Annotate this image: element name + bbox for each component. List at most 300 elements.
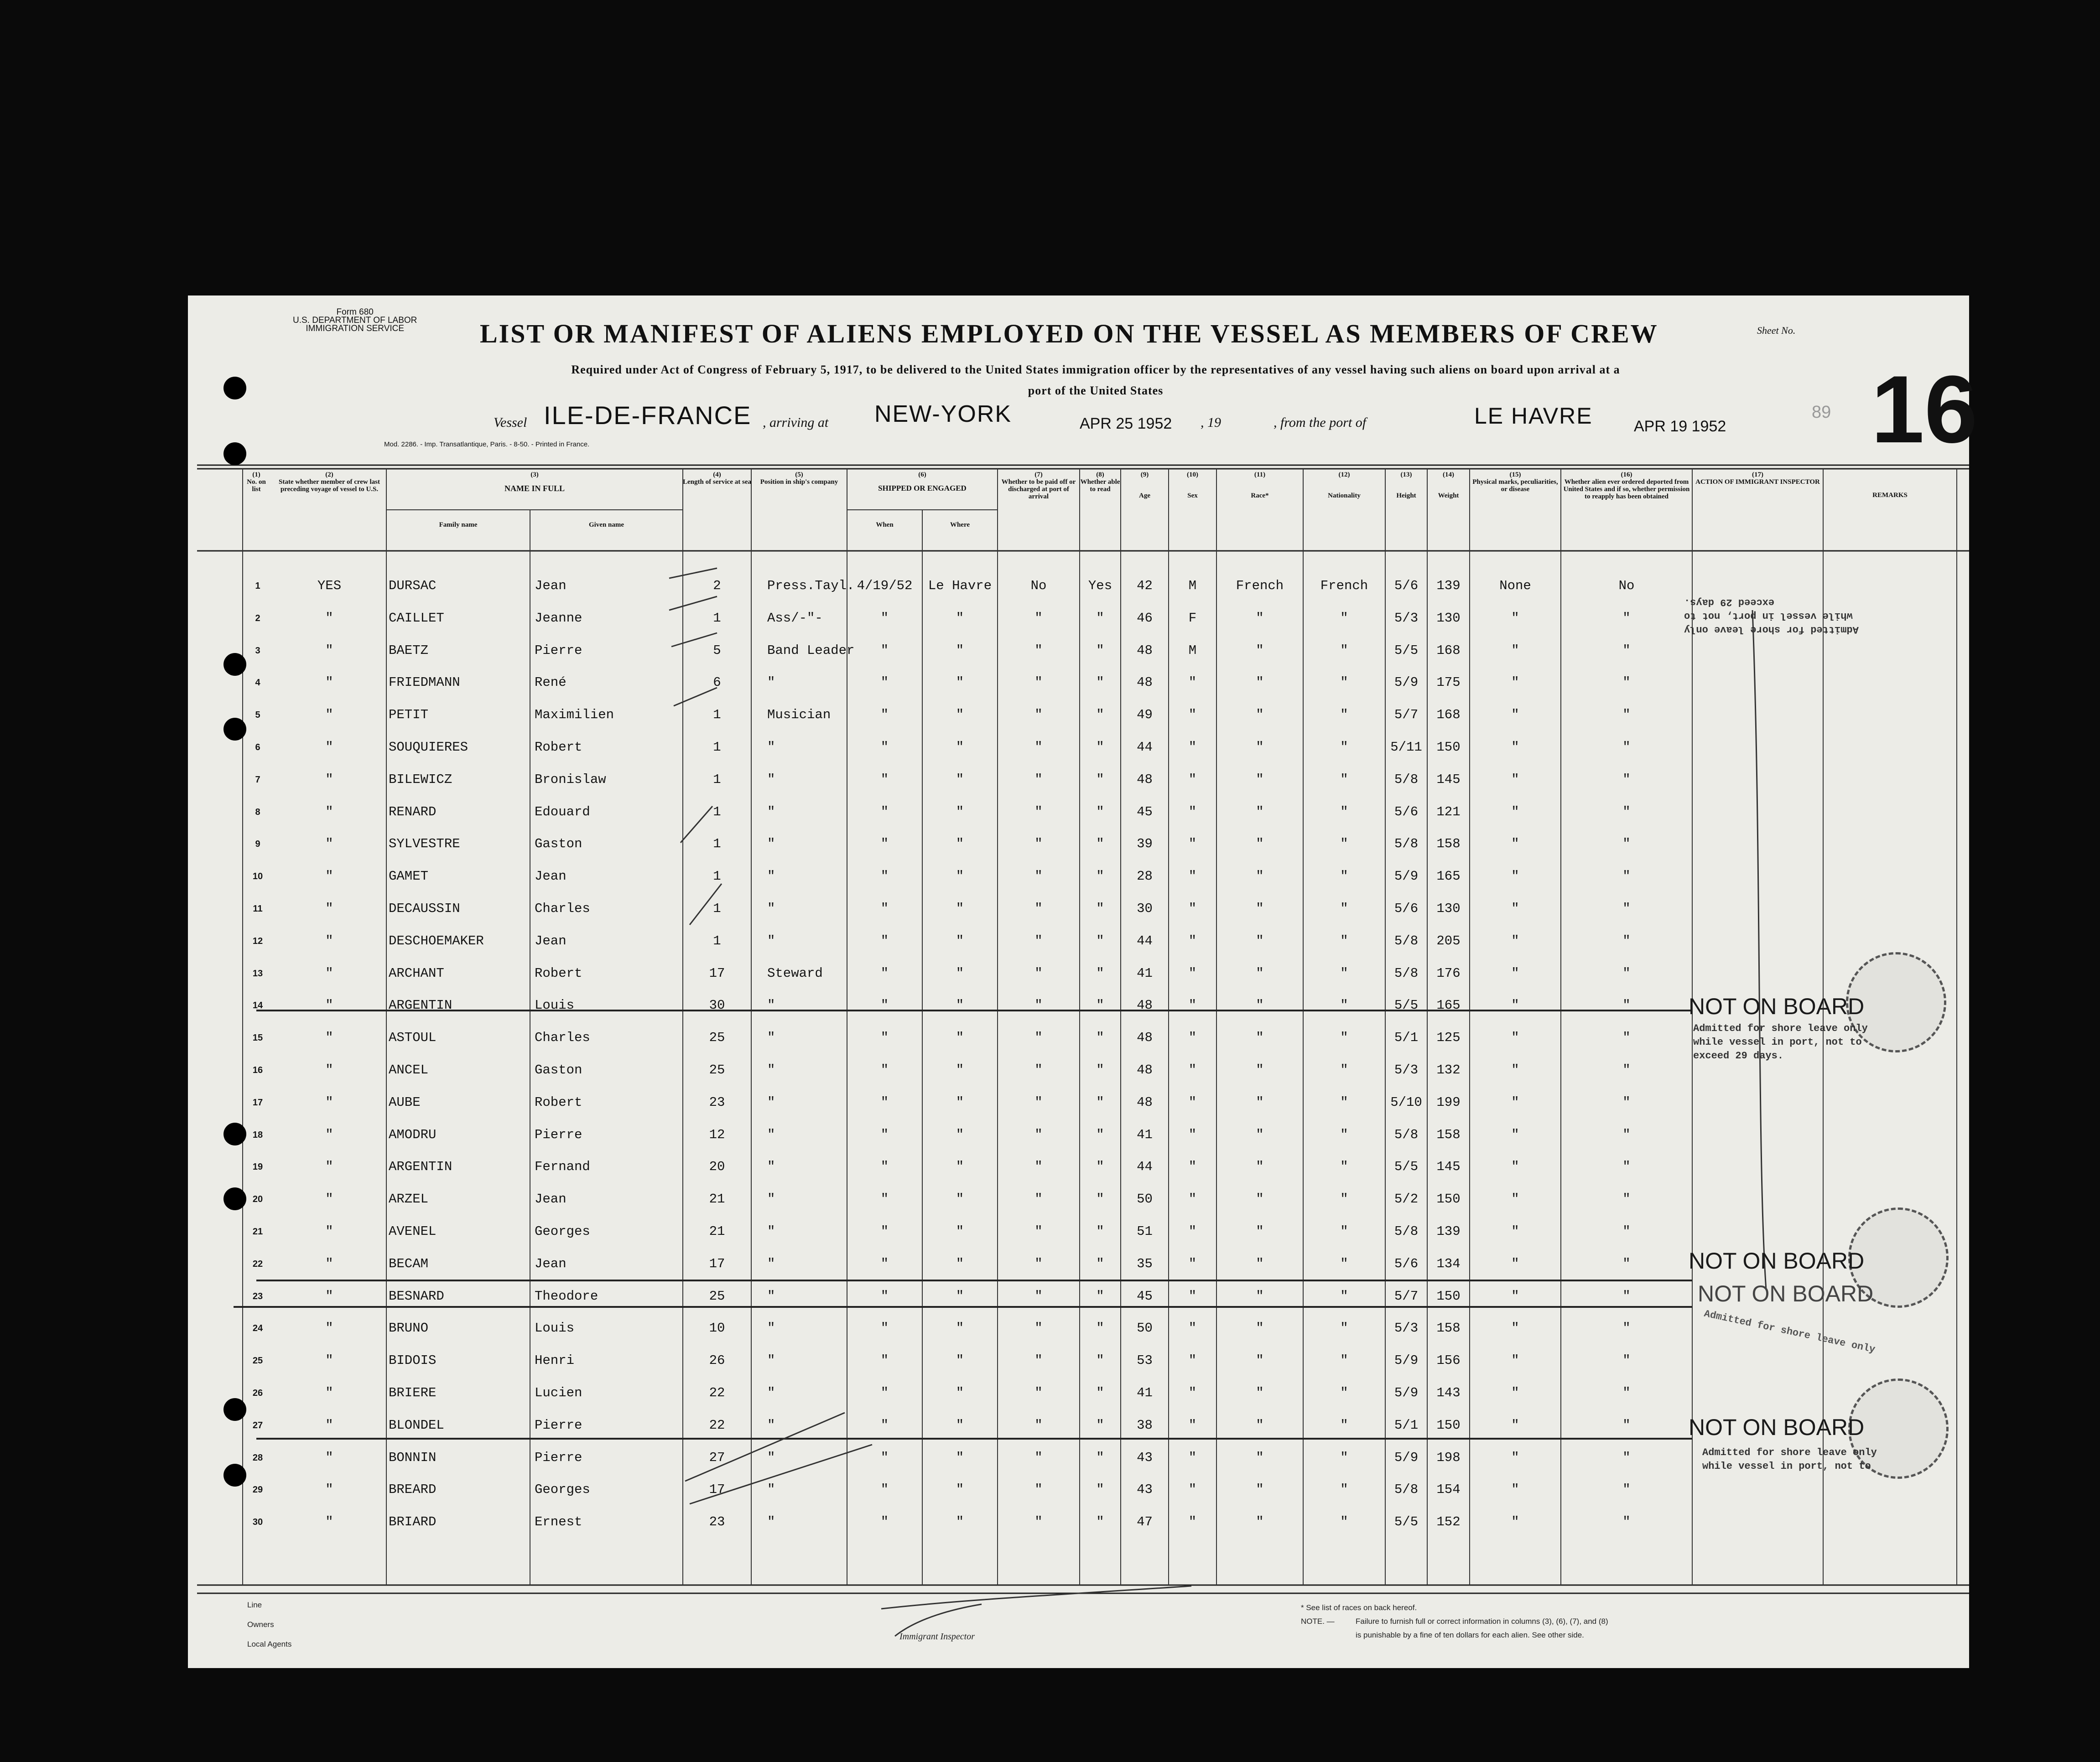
cell-prev: " — [325, 772, 333, 787]
cell-nat: " — [1340, 1417, 1348, 1433]
cell-deported: " — [1622, 707, 1631, 723]
cell-where: " — [956, 1450, 964, 1465]
cell-when: " — [880, 643, 889, 658]
cell-deported: " — [1622, 836, 1631, 852]
cell-age: 48 — [1137, 1062, 1153, 1078]
cell-service: 1 — [713, 901, 721, 916]
cell-family: BONNIN — [389, 1450, 437, 1465]
cell-deported: " — [1622, 1030, 1631, 1046]
cell-paid: " — [1034, 804, 1043, 819]
cell-age: 38 — [1137, 1417, 1153, 1433]
cell-nat: " — [1340, 1288, 1348, 1304]
cell-where: " — [956, 772, 964, 787]
cell-prev: " — [325, 707, 333, 723]
cell-service: 2 — [713, 578, 721, 593]
punch-hole — [224, 1123, 246, 1145]
cell-given: Ernest — [535, 1514, 582, 1530]
cell-sex: " — [1188, 707, 1197, 723]
cell-where: Le Havre — [928, 578, 992, 593]
cell-marks: " — [1511, 1062, 1519, 1078]
cell-marks: " — [1511, 1094, 1519, 1110]
col-7-label: Whether to be paid off or discharged at port of arrival — [1001, 478, 1076, 500]
cell-race: " — [1256, 836, 1264, 852]
cell-age: 50 — [1137, 1321, 1153, 1336]
cell-weight: 134 — [1436, 1256, 1461, 1271]
requirement-line-1: Required under Act of Congress of February 5, 1917, to be delivered to the United States immigration officer by the representatives of any vessel having such aliens on board upon arrival at a — [571, 363, 1620, 376]
cell-weight: 152 — [1436, 1514, 1461, 1530]
cell-prev: " — [325, 869, 333, 884]
col-11-label: Race* — [1251, 492, 1269, 499]
cell-marks: " — [1511, 1450, 1519, 1465]
cell-sex: " — [1188, 740, 1197, 755]
cell-height: 5/6 — [1394, 1256, 1419, 1271]
cell-where: " — [956, 1127, 964, 1142]
cell-family: FRIEDMANN — [389, 675, 460, 690]
cell-nat: " — [1340, 772, 1348, 787]
cell-where: " — [956, 901, 964, 916]
punch-hole — [224, 718, 246, 741]
cell-service: 25 — [709, 1030, 725, 1046]
cell-position: " — [767, 1224, 775, 1239]
cell-service: 17 — [709, 1256, 725, 1271]
cell-race: " — [1256, 1159, 1264, 1175]
cell-when: " — [880, 1321, 889, 1336]
col-14-num: (14) — [1443, 471, 1454, 478]
cell-paid: " — [1034, 965, 1043, 981]
col-13-label: Height — [1396, 492, 1416, 499]
cell-sex: " — [1188, 1256, 1197, 1271]
cell-weight: 130 — [1436, 610, 1461, 626]
cell-service: 22 — [709, 1417, 725, 1433]
cell-nat: " — [1340, 707, 1348, 723]
cell-race: " — [1256, 1224, 1264, 1239]
cell-marks: " — [1511, 740, 1519, 755]
cell-given: Jean — [535, 869, 567, 884]
cell-no: 29 — [252, 1485, 263, 1495]
cell-age: 48 — [1137, 675, 1153, 690]
cell-weight: 176 — [1436, 965, 1461, 981]
cell-family: PETIT — [389, 707, 429, 723]
cell-paid: " — [1034, 1159, 1043, 1175]
cell-paid: " — [1034, 643, 1043, 658]
vessel-name: ILE-DE-FRANCE — [544, 401, 752, 430]
cell-given: Georges — [535, 1482, 590, 1498]
cell-race: French — [1236, 578, 1284, 593]
col-9-header — [1121, 471, 1169, 499]
cell-height: 5/9 — [1394, 869, 1419, 884]
cell-no: 14 — [252, 1000, 263, 1011]
cell-family: BREARD — [389, 1482, 437, 1498]
cell-service: 1 — [713, 740, 721, 755]
cell-paid: " — [1034, 901, 1043, 916]
cell-weight: 154 — [1436, 1482, 1461, 1498]
sheet-number: 16 — [1871, 356, 1978, 463]
cell-where: " — [956, 1192, 964, 1207]
cell-when: " — [880, 1417, 889, 1433]
cell-prev: " — [325, 1353, 333, 1368]
cell-height: 5/5 — [1394, 1514, 1419, 1530]
cell-read: " — [1096, 869, 1104, 884]
cell-service: 25 — [709, 1062, 725, 1078]
cell-paid: " — [1034, 1288, 1043, 1304]
admitted-stamp-line: Admitted for shore leave only — [1702, 1447, 1877, 1458]
cell-sex: " — [1188, 1062, 1197, 1078]
cell-where: " — [956, 1094, 964, 1110]
cell-service: 17 — [709, 1482, 725, 1498]
cell-position: " — [767, 1288, 775, 1304]
cell-race: " — [1256, 1288, 1264, 1304]
cell-deported: " — [1622, 1288, 1631, 1304]
cell-deported: " — [1622, 1224, 1631, 1239]
cell-height: 5/3 — [1394, 1321, 1419, 1336]
col-17-header — [1692, 471, 1823, 486]
immigrant-inspector-label: Immigrant Inspector — [899, 1632, 975, 1642]
cell-height: 5/9 — [1394, 1353, 1419, 1368]
cell-sex: " — [1188, 1482, 1197, 1498]
cell-race: " — [1256, 1514, 1264, 1530]
cell-when: " — [880, 1514, 889, 1530]
cell-age: 43 — [1137, 1450, 1153, 1465]
cell-height: 5/8 — [1394, 933, 1419, 948]
col-12-header — [1303, 471, 1385, 499]
cell-when: " — [880, 707, 889, 723]
cell-prev: " — [325, 1514, 333, 1530]
cell-read: " — [1096, 707, 1104, 723]
cell-nat: " — [1340, 675, 1348, 690]
cell-paid: " — [1034, 1030, 1043, 1046]
cell-service: 30 — [709, 998, 725, 1013]
cell-weight: 150 — [1436, 1417, 1461, 1433]
cell-marks: " — [1511, 901, 1519, 916]
cell-age: 41 — [1137, 1127, 1153, 1142]
cell-paid: " — [1034, 1256, 1043, 1271]
col-4-num: (4) — [713, 471, 721, 478]
cell-service: 10 — [709, 1321, 725, 1336]
admitted-stamp-line: Admitted for shore leave only — [1693, 1023, 1868, 1034]
form-number: Form 680 — [336, 307, 374, 317]
admitted-stamp-inverted: exceed 29 days. — [1684, 596, 1775, 608]
cell-deported: " — [1622, 933, 1631, 948]
cell-deported: " — [1622, 1192, 1631, 1207]
family-name-header: Family name — [439, 521, 478, 529]
given-name-header: Given name — [588, 521, 624, 529]
local-agents-label: Local Agents — [247, 1640, 292, 1648]
cell-when: " — [880, 1030, 889, 1046]
col-14-header — [1427, 471, 1470, 499]
cell-prev: " — [325, 1224, 333, 1239]
cell-service: 1 — [713, 869, 721, 884]
col-14-label: Weight — [1438, 492, 1459, 499]
col-7-header — [1000, 471, 1077, 500]
cell-race: " — [1256, 998, 1264, 1013]
col-15-label: Physical marks, peculiarities, or disease — [1472, 478, 1558, 493]
cell-when: " — [880, 1192, 889, 1207]
cell-deported: " — [1622, 965, 1631, 981]
cell-nat: " — [1340, 1514, 1348, 1530]
cell-paid: " — [1034, 1450, 1043, 1465]
cell-read: " — [1096, 804, 1104, 819]
cell-age: 48 — [1137, 1094, 1153, 1110]
col-4-label: Length of service at sea — [683, 478, 751, 486]
col-1-label: No. on list — [247, 478, 266, 493]
col-17-num: (17) — [1752, 471, 1763, 478]
col-15-header — [1470, 471, 1561, 493]
cell-nat: " — [1340, 933, 1348, 948]
cell-read: " — [1096, 1288, 1104, 1304]
cell-age: 48 — [1137, 643, 1153, 658]
cell-height: 5/8 — [1394, 772, 1419, 787]
cell-position: " — [767, 933, 775, 948]
faint-page-number: 89 — [1812, 403, 1831, 422]
cell-weight: 130 — [1436, 901, 1461, 916]
cell-nat: " — [1340, 901, 1348, 916]
cell-no: 7 — [255, 774, 260, 785]
cell-family: ARCHANT — [389, 965, 444, 981]
cell-nat: " — [1340, 1450, 1348, 1465]
cell-height: 5/10 — [1390, 1094, 1422, 1110]
cell-marks: " — [1511, 998, 1519, 1013]
cell-prev: " — [325, 1062, 333, 1078]
cell-when: " — [880, 1094, 889, 1110]
cell-when: " — [880, 1256, 889, 1271]
cell-nat: " — [1340, 643, 1348, 658]
cell-given: Robert — [535, 965, 582, 981]
cell-where: " — [956, 610, 964, 626]
cell-service: 27 — [709, 1450, 725, 1465]
cell-weight: 145 — [1436, 1159, 1461, 1175]
cell-paid: " — [1034, 1353, 1043, 1368]
cell-read: " — [1096, 1094, 1104, 1110]
cell-age: 48 — [1137, 772, 1153, 787]
col-1-header — [243, 471, 270, 493]
cell-position: " — [767, 740, 775, 755]
cell-position: " — [767, 1385, 775, 1400]
cell-deported: " — [1622, 1450, 1631, 1465]
cell-service: 23 — [709, 1094, 725, 1110]
cell-position: " — [767, 901, 775, 916]
cell-nat: " — [1340, 1256, 1348, 1271]
cell-where: " — [956, 740, 964, 755]
cell-position: " — [767, 1321, 775, 1336]
cell-no: 12 — [252, 936, 263, 946]
cell-family: RENARD — [389, 804, 437, 819]
cell-when: " — [880, 933, 889, 948]
cell-nat: " — [1340, 965, 1348, 981]
cell-when: " — [880, 1385, 889, 1400]
cell-nat: " — [1340, 1030, 1348, 1046]
cell-height: 5/5 — [1394, 998, 1419, 1013]
cell-weight: 168 — [1436, 643, 1461, 658]
col-10-num: (10) — [1187, 471, 1198, 478]
cell-read: " — [1096, 901, 1104, 916]
cell-deported: " — [1622, 643, 1631, 658]
cell-where: " — [956, 643, 964, 658]
cell-no: 1 — [255, 581, 260, 591]
cell-family: BIDOIS — [389, 1353, 437, 1368]
col-13-header — [1385, 471, 1427, 499]
manifest-document — [188, 295, 1978, 1668]
cell-position: " — [767, 1030, 775, 1046]
cell-given: Lucien — [535, 1385, 582, 1400]
cell-weight: 150 — [1436, 1192, 1461, 1207]
line-label: Line — [247, 1601, 262, 1609]
cell-marks: " — [1511, 707, 1519, 723]
cell-family: DESCHOEMAKER — [389, 933, 484, 948]
cell-position: " — [767, 998, 775, 1013]
cell-paid: " — [1034, 869, 1043, 884]
cell-service: 1 — [713, 707, 721, 723]
cell-sex: " — [1188, 804, 1197, 819]
cell-prev: " — [325, 1159, 333, 1175]
punch-hole — [224, 1398, 246, 1421]
cell-race: " — [1256, 1256, 1264, 1271]
col-8-num: (8) — [1096, 471, 1104, 478]
cell-given: Charles — [535, 901, 590, 916]
col-15-num: (15) — [1509, 471, 1521, 478]
not-on-board-stamp: NOT ON BOARD — [1689, 1415, 1865, 1440]
col-6-label: SHIPPED OR ENGAGED — [878, 484, 967, 492]
cell-weight: 143 — [1436, 1385, 1461, 1400]
cell-when: " — [880, 1224, 889, 1239]
not-on-board-stamp: NOT ON BOARD — [1689, 994, 1865, 1019]
note-text-line-1: Failure to furnish full or correct information in columns (3), (6), (7), and (8) — [1356, 1617, 1608, 1626]
cell-no: 22 — [252, 1259, 263, 1269]
cell-marks: " — [1511, 1256, 1519, 1271]
cell-marks: " — [1511, 933, 1519, 948]
cell-nat: " — [1340, 869, 1348, 884]
cell-age: 48 — [1137, 998, 1153, 1013]
cell-read: " — [1096, 965, 1104, 981]
cell-sex: " — [1188, 1288, 1197, 1304]
cell-where: " — [956, 1224, 964, 1239]
cell-paid: " — [1034, 610, 1043, 626]
cell-height: 5/6 — [1394, 804, 1419, 819]
cell-service: 1 — [713, 933, 721, 948]
cell-race: " — [1256, 740, 1264, 755]
cell-paid: " — [1034, 933, 1043, 948]
cell-nat: " — [1340, 1224, 1348, 1239]
cell-race: " — [1256, 675, 1264, 690]
cell-no: 19 — [252, 1162, 263, 1172]
cell-weight: 158 — [1436, 1321, 1461, 1336]
requirement-line-2: port of the United States — [1028, 384, 1164, 397]
cell-no: 15 — [252, 1033, 263, 1043]
departure-date-stamp: APR 19 1952 — [1634, 418, 1726, 435]
cell-when: " — [880, 998, 889, 1013]
cell-read: " — [1096, 836, 1104, 852]
cell-no: 28 — [252, 1452, 263, 1463]
col-1-num: (1) — [252, 471, 260, 478]
cell-where: " — [956, 1353, 964, 1368]
cell-service: 5 — [713, 643, 721, 658]
punch-hole — [224, 1187, 246, 1210]
cell-nat: " — [1340, 1321, 1348, 1336]
cell-weight: 139 — [1436, 578, 1461, 593]
cell-read: " — [1096, 998, 1104, 1013]
admitted-stamp-line: while vessel in port, not to — [1693, 1036, 1862, 1048]
col-6-num: (6) — [918, 471, 926, 478]
cell-nat: " — [1340, 836, 1348, 852]
cell-paid: " — [1034, 1094, 1043, 1110]
cell-given: Bronislaw — [535, 772, 606, 787]
cell-race: " — [1256, 1450, 1264, 1465]
cell-height: 5/5 — [1394, 1159, 1419, 1175]
cell-service: 20 — [709, 1159, 725, 1175]
cell-when: 4/19/52 — [857, 578, 913, 593]
cell-sex: " — [1188, 1385, 1197, 1400]
cell-where: " — [956, 804, 964, 819]
cell-position: " — [767, 836, 775, 852]
cell-race: " — [1256, 610, 1264, 626]
departure-port: LE HAVRE — [1474, 403, 1593, 429]
cell-service: 23 — [709, 1514, 725, 1530]
cell-when: " — [880, 772, 889, 787]
cell-family: DURSAC — [389, 578, 437, 593]
admitted-stamp-line: while vessel in port, not to — [1702, 1461, 1871, 1472]
cell-no: 4 — [255, 678, 260, 688]
cell-race: " — [1256, 1417, 1264, 1433]
cell-nat: " — [1340, 1482, 1348, 1498]
cell-sex: " — [1188, 1450, 1197, 1465]
cell-no: 26 — [252, 1388, 263, 1398]
cell-when: " — [880, 965, 889, 981]
cell-deported: " — [1622, 804, 1631, 819]
cell-marks: " — [1511, 643, 1519, 658]
cell-deported: " — [1622, 901, 1631, 916]
cell-marks: " — [1511, 1514, 1519, 1530]
cell-family: AUBE — [389, 1094, 421, 1110]
col-3-num: (3) — [530, 471, 539, 478]
cell-age: 47 — [1137, 1514, 1153, 1530]
cell-position: " — [767, 1482, 775, 1498]
cell-sex: " — [1188, 1417, 1197, 1433]
cell-deported: " — [1622, 1256, 1631, 1271]
cell-sex: " — [1188, 772, 1197, 787]
cell-nat: " — [1340, 1192, 1348, 1207]
cell-paid: " — [1034, 1482, 1043, 1498]
cell-given: René — [535, 675, 567, 690]
cell-when: " — [880, 675, 889, 690]
cell-no: 9 — [255, 839, 260, 850]
cell-where: " — [956, 933, 964, 948]
cell-sex: " — [1188, 836, 1197, 852]
cell-no: 30 — [252, 1517, 263, 1528]
cell-prev: " — [325, 1192, 333, 1207]
cell-read: " — [1096, 1062, 1104, 1078]
cell-sex: " — [1188, 1224, 1197, 1239]
cell-given: Theodore — [535, 1288, 598, 1304]
cell-read: " — [1096, 643, 1104, 658]
col-5-label: Position in ship's company — [760, 478, 838, 486]
cell-read: " — [1096, 1321, 1104, 1336]
cell-weight: 132 — [1436, 1062, 1461, 1078]
cell-age: 28 — [1137, 869, 1153, 884]
cell-service: 1 — [713, 610, 721, 626]
cell-sex: " — [1188, 965, 1197, 981]
cell-read: " — [1096, 1385, 1104, 1400]
cell-race: " — [1256, 1094, 1264, 1110]
cell-marks: " — [1511, 1159, 1519, 1175]
col-16-header — [1561, 471, 1692, 500]
cell-family: BAETZ — [389, 643, 429, 658]
cell-no: 17 — [252, 1097, 263, 1108]
cell-read: " — [1096, 1127, 1104, 1142]
cell-prev: " — [325, 998, 333, 1013]
cell-prev: " — [325, 1321, 333, 1336]
cell-family: ANCEL — [389, 1062, 429, 1078]
cell-height: 5/9 — [1394, 675, 1419, 690]
cell-prev: " — [325, 965, 333, 981]
